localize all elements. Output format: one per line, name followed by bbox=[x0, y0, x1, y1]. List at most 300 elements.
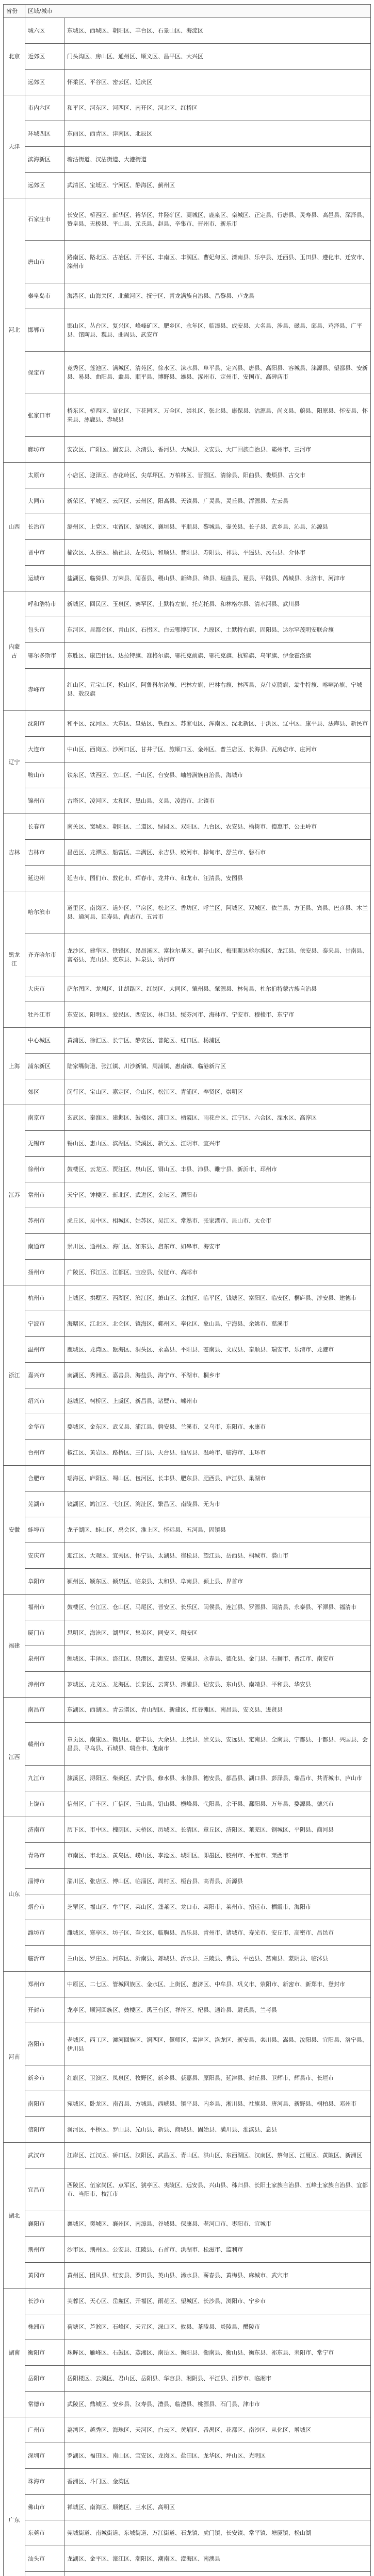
table-row bbox=[4, 711, 371, 737]
city-cell: 青岛市 bbox=[25, 1843, 64, 1869]
city-cell: 南通市 bbox=[25, 1234, 64, 1260]
table-row bbox=[4, 2494, 371, 2520]
district-list-cell: 竞秀区、莲池区、满城区、清苑区、徐水区、涞水县、阜平县、定兴县、唐县、高阳县、容城县、涞源县、望都县、安新县、易县、曲阳县、蠡县、顺平县、博野县、雄县、涿州市、定州市、安国市、高碑店市 bbox=[64, 351, 371, 394]
district-list-cell: 小店区、迎泽区、杏花岭区、尖草坪区、万柏林区、晋源区、清徐县、阳曲县、娄烦县、古交市 bbox=[64, 462, 371, 488]
district-list-cell bbox=[64, 2571, 371, 2576]
table-row bbox=[4, 2546, 371, 2571]
city-cell: 嘉兴市 bbox=[25, 1362, 64, 1388]
city-cell: 金华市 bbox=[25, 1414, 64, 1439]
city-cell: 深圳市 bbox=[25, 2443, 64, 2468]
region-table bbox=[3, 4, 371, 2576]
table-row bbox=[4, 1766, 371, 1791]
table-row bbox=[4, 95, 371, 121]
district-list-cell: 岳阳楼区、云溪区、君山区、岳阳县、华容县、湘阴县、平江县、汨罗市、临湘市 bbox=[64, 2365, 371, 2391]
table-row bbox=[4, 1997, 371, 2023]
district-list-cell: 海港区、山海关区、北戴河区、抚宁区、青龙满族自治县、昌黎县、卢龙县 bbox=[64, 283, 371, 309]
city-cell: 包头市 bbox=[25, 617, 64, 642]
table-row bbox=[4, 1491, 371, 1517]
city-cell: 襄阳市 bbox=[25, 2211, 64, 2236]
district-list-cell: 西陵区、伍家岗区、点军区、猇亭区、夷陵区、远安县、兴山县、秭归县、长阳土家族自治县、五峰土家族自治县、宜都市、当阳市、枝江市 bbox=[64, 2168, 371, 2211]
district-list-cell: 塘沽街道、汉沽街道、大港街道 bbox=[64, 146, 371, 172]
district-list-cell: 萨尔图区、龙凤区、让胡路区、红岗区、大同区、肇州县、肇源县、林甸县、杜尔伯特蒙古族自治县 bbox=[64, 976, 371, 1002]
table-row bbox=[4, 1868, 371, 1894]
city-cell: 赣州市 bbox=[25, 1723, 64, 1766]
city-cell: 齐齐哈尔市 bbox=[25, 934, 64, 976]
city-cell: 开封市 bbox=[25, 1997, 64, 2023]
city-cell: 九江市 bbox=[25, 1766, 64, 1791]
city-cell: 临沂市 bbox=[25, 1945, 64, 1971]
city-cell: 晋中市 bbox=[25, 539, 64, 565]
table-row bbox=[4, 1234, 371, 1260]
district-list-cell: 黄浦区、徐汇区、长宁区、静安区、普陀区、虹口区、杨浦区 bbox=[64, 1028, 371, 1054]
district-list-cell: 龙湖区、金平区、濠江区、潮阳区、潮南区、澄海区、南澳县 bbox=[64, 2546, 371, 2571]
province-cell: 山西 bbox=[4, 462, 25, 591]
table-row bbox=[4, 591, 371, 617]
city-cell: 牡丹江市 bbox=[25, 1002, 64, 1028]
district-list-cell: 龙亭区、顺河回族区、鼓楼区、禹王台区、祥符区、杞县、通许县、尉氏县、兰考县 bbox=[64, 1997, 371, 2023]
district-list-cell: 盐湖区、临猗县、万荣县、闻喜县、稷山县、新绛县、绛县、垣曲县、夏县、平陆县、芮城县、永济市、河津市 bbox=[64, 565, 371, 591]
district-list-cell: 昌邑区、龙潭区、船营区、丰满区、永吉县、蛟河市、桦甸市、舒兰市、磐石市 bbox=[64, 840, 371, 866]
table-row bbox=[4, 2314, 371, 2340]
district-list-cell: 新荣区、平城区、云冈区、云州区、阳高县、天镇县、广灵县、灵丘县、浑源县、左云县 bbox=[64, 488, 371, 514]
district-list-cell: 禅城区、南海区、顺德区、三水区、高明区 bbox=[64, 2494, 371, 2520]
city-cell: 佛山市 bbox=[25, 2494, 64, 2520]
city-cell: 鄂尔多斯市 bbox=[25, 642, 64, 668]
city-cell: 浦东新区 bbox=[25, 1054, 64, 1079]
table-row bbox=[4, 2571, 371, 2576]
district-list-cell: 颍州区、颍东区、颍泉区、临泉县、太和县、阜南县、颍上县、界首市 bbox=[64, 1568, 371, 1594]
table-row bbox=[4, 1594, 371, 1620]
district-list-cell: 安次区、广阳区、固安县、永清县、香河县、大城县、文安县、大厂回族自治县、霸州市、三河市 bbox=[64, 436, 371, 462]
district-list-cell: 怀柔区、平谷区、密云区、延庆区 bbox=[64, 69, 371, 95]
table-row bbox=[4, 2065, 371, 2091]
city-cell: 武汉市 bbox=[25, 2143, 64, 2168]
table-row bbox=[4, 1817, 371, 1843]
city-cell: 吉林市 bbox=[25, 840, 64, 866]
table-row bbox=[4, 2168, 371, 2211]
table-row bbox=[4, 1336, 371, 1362]
city-cell: 珠海市 bbox=[25, 2468, 64, 2494]
district-list-cell: 东胜区、康巴什区、达拉特旗、准格尔旗、鄂托克前旗、鄂托克旗、杭锦旗、乌审旗、伊金霍洛旗 bbox=[64, 642, 371, 668]
table-row bbox=[4, 351, 371, 394]
province-cell: 吉林 bbox=[4, 814, 25, 891]
district-list-cell: 鼓楼区、云龙区、贾汪区、泉山区、铜山区、丰县、沛县、睢宁县、新沂市、邳州市 bbox=[64, 1157, 371, 1182]
district-list-cell: 信州区、广丰区、广信区、玉山县、铅山县、横峰县、弋阳县、余干县、鄱阳县、万年县、婺源县、德兴市 bbox=[64, 1791, 371, 1817]
city-cell: 锦州市 bbox=[25, 788, 64, 814]
city-cell: 汕头市 bbox=[25, 2546, 64, 2571]
district-list-cell: 榆次区、太谷区、榆社县、左权县、和顺县、昔阳县、寿阳县、祁县、平遥县、灵石县、介休市 bbox=[64, 539, 371, 565]
table-row bbox=[4, 2236, 371, 2262]
city-cell: 唐山市 bbox=[25, 241, 64, 283]
table-row bbox=[4, 565, 371, 591]
table-row bbox=[4, 514, 371, 539]
city-cell: 环城四区 bbox=[25, 121, 64, 146]
province-cell: 福建 bbox=[4, 1594, 25, 1697]
table-row bbox=[4, 1362, 371, 1388]
table-row bbox=[4, 43, 371, 69]
district-list-cell: 越城区、柯桥区、上虞区、新昌县、诸暨市、嵊州市 bbox=[64, 1388, 371, 1414]
table-row bbox=[4, 1945, 371, 1971]
district-list-cell: 东安区、阳明区、爱民区、西安区、林口县、绥芬河市、海林市、宁安市、穆棱市、东宁市 bbox=[64, 1002, 371, 1028]
table-row bbox=[4, 2468, 371, 2494]
district-list-cell: 桥东区、桥西区、宣化区、下花园区、万全区、崇礼区、张北县、康保县、沽源县、尚义县、蔚县、阳原县、怀安县、怀来县、涿鹿县、赤城县 bbox=[64, 394, 371, 437]
province-cell: 黑龙江 bbox=[4, 891, 25, 1028]
district-list-cell: 和平区、河东区、河西区、南开区、河北区、红桥区 bbox=[64, 95, 371, 121]
province-cell: 天津 bbox=[4, 95, 25, 198]
table-row bbox=[4, 2262, 371, 2288]
city-cell: 廊坊市 bbox=[25, 436, 64, 462]
city-cell: 近郊区 bbox=[25, 43, 64, 69]
table-row bbox=[4, 2211, 371, 2236]
district-list-cell: 黄州区、团风县、红安县、罗田县、英山县、浠水县、蕲春县、黄梅县、麻城市、武穴市 bbox=[64, 2262, 371, 2288]
province-cell: 河南 bbox=[4, 1971, 25, 2142]
district-list-cell: 宛城区、卧龙区、南召县、方城县、西峡县、镇平县、内乡县、淅川县、社旗县、唐河县、新野县、桐柏县、邓州市 bbox=[64, 2091, 371, 2117]
table-row bbox=[4, 737, 371, 762]
district-list-cell: 红旗区、卫滨区、凤泉区、牧野区、新乡县、获嘉县、原阳县、延津县、封丘县、卫辉市、辉县市、长垣市 bbox=[64, 2065, 371, 2091]
table-row bbox=[4, 1260, 371, 1285]
province-cell: 江西 bbox=[4, 1697, 25, 1817]
city-cell: 潍坊市 bbox=[25, 1920, 64, 1945]
city-cell: 漳州市 bbox=[25, 1671, 64, 1697]
district-list-cell: 莞城街道、南城街道、东城街道、万江街道、石龙镇、虎门镇、长安镇、常平镇、塘厦镇、松山湖 bbox=[64, 2520, 371, 2546]
city-cell: 岳阳市 bbox=[25, 2365, 64, 2391]
city-cell: 扬州市 bbox=[25, 1260, 64, 1285]
table-row bbox=[4, 436, 371, 462]
district-list-cell: 龙沙区、建华区、铁锋区、昂昂溪区、富拉尔基区、碾子山区、梅里斯达斡尔族区、龙江县、依安县、泰来县、甘南县、富裕县、克山县、克东县、拜泉县、讷河市 bbox=[64, 934, 371, 976]
table-row bbox=[4, 1028, 371, 1054]
district-list-cell: 潞州区、上党区、屯留区、潞城区、襄垣县、平顺县、黎城县、壶关县、长子县、武乡县、沁县、沁源县 bbox=[64, 514, 371, 539]
city-cell bbox=[25, 2571, 64, 2576]
city-cell: 淄博市 bbox=[25, 1868, 64, 1894]
table-row bbox=[4, 2443, 371, 2468]
city-cell: 蚌埠市 bbox=[25, 1517, 64, 1543]
city-cell: 沈阳市 bbox=[25, 711, 64, 737]
table-row bbox=[4, 241, 371, 283]
table-row bbox=[4, 1285, 371, 1311]
district-list-cell: 中山区、西岗区、沙河口区、甘井子区、旅顺口区、金州区、普兰店区、长海县、瓦房店市、庄河市 bbox=[64, 737, 371, 762]
city-cell: 延边州 bbox=[25, 866, 64, 891]
province-cell: 上海 bbox=[4, 1028, 25, 1105]
city-cell: 合肥市 bbox=[25, 1465, 64, 1491]
table-row bbox=[4, 2520, 371, 2546]
district-list-cell: 东河区、昆都仑区、青山区、石拐区、白云鄂博矿区、九原区、土默特右旗、固阳县、达尔罕茂明安联合旗 bbox=[64, 617, 371, 642]
city-cell: 宜昌市 bbox=[25, 2168, 64, 2211]
city-cell: 呼和浩特市 bbox=[25, 591, 64, 617]
district-list-cell: 罗湖区、福田区、南山区、宝安区、龙岗区、盐田区、龙华区、坪山区、光明区 bbox=[64, 2443, 371, 2468]
district-list-cell: 浉河区、平桥区、罗山县、光山县、新县、商城县、固始县、潢川县、淮滨县、息县 bbox=[64, 2117, 371, 2143]
city-cell: 黄冈市 bbox=[25, 2262, 64, 2288]
table-row bbox=[4, 788, 371, 814]
table-row bbox=[4, 1079, 371, 1105]
table-row bbox=[4, 394, 371, 437]
city-cell: 安庆市 bbox=[25, 1543, 64, 1568]
province-cell: 山东 bbox=[4, 1817, 25, 1972]
table-row bbox=[4, 642, 371, 668]
table-row bbox=[4, 2365, 371, 2391]
table-row bbox=[4, 1671, 371, 1697]
district-list-cell: 延吉市、图们市、敦化市、珲春市、龙井市、和龙市、汪清县、安图县 bbox=[64, 866, 371, 891]
table-row bbox=[4, 69, 371, 95]
table-row bbox=[4, 2143, 371, 2168]
district-list-cell: 玄武区、秦淮区、建邺区、鼓楼区、浦口区、栖霞区、雨花台区、江宁区、六合区、溧水区、高淳区 bbox=[64, 1105, 371, 1131]
city-cell: 阜阳市 bbox=[25, 1568, 64, 1594]
district-list-cell: 陆家嘴街道、张江镇、川沙新镇、周浦镇、惠南镇、临港新片区 bbox=[64, 1054, 371, 1079]
district-list-cell: 瑶海区、庐阳区、蜀山区、包河区、长丰县、肥东县、肥西县、庐江县、巢湖市 bbox=[64, 1465, 371, 1491]
table-header-row bbox=[4, 5, 371, 18]
city-cell: 张家口市 bbox=[25, 394, 64, 437]
table-row bbox=[4, 1131, 371, 1157]
district-list-cell: 历下区、市中区、槐荫区、天桥区、历城区、长清区、章丘区、济阳区、莱芜区、钢城区、平阴县、商河县 bbox=[64, 1817, 371, 1843]
district-list-cell: 濂溪区、浔阳区、柴桑区、武宁县、修水县、永修县、德安县、都昌县、湖口县、彭泽县、瑞昌市、共青城市、庐山市 bbox=[64, 1766, 371, 1791]
district-list-cell: 中原区、二七区、管城回族区、金水区、上街区、惠济区、中牟县、巩义市、荥阳市、新密市、新郑市、登封市 bbox=[64, 1971, 371, 1997]
table-row bbox=[4, 934, 371, 976]
table-row bbox=[4, 2391, 371, 2417]
city-cell: 徐州市 bbox=[25, 1157, 64, 1182]
city-cell: 哈尔滨市 bbox=[25, 891, 64, 934]
city-cell: 南昌市 bbox=[25, 1697, 64, 1723]
city-cell: 太原市 bbox=[25, 462, 64, 488]
table-row bbox=[4, 539, 371, 565]
city-cell: 衡阳市 bbox=[25, 2340, 64, 2365]
table-row bbox=[4, 668, 371, 711]
table-row bbox=[4, 172, 371, 198]
district-list-cell: 红山区、元宝山区、松山区、阿鲁科尔沁旗、巴林左旗、巴林右旗、林西县、克什克腾旗、翁牛特旗、喀喇沁旗、宁城县、敖汉旗 bbox=[64, 668, 371, 711]
district-list-cell: 思明区、海沧区、湖里区、集美区、同安区、翔安区 bbox=[64, 1620, 371, 1646]
city-cell: 石家庄市 bbox=[25, 198, 64, 241]
city-cell: 鞍山市 bbox=[25, 762, 64, 788]
city-cell: 滨海新区 bbox=[25, 146, 64, 172]
district-list-cell: 芗城区、龙文区、龙海区、长泰区、云霄县、漳浦县、诏安县、东山县、南靖县、平和县、华安县 bbox=[64, 1671, 371, 1697]
district-list-cell: 江岸区、江汉区、硚口区、汉阳区、武昌区、青山区、洪山区、东西湖区、汉南区、蔡甸区、江夏区、黄陂区、新洲区 bbox=[64, 2143, 371, 2168]
city-cell: 大同市 bbox=[25, 488, 64, 514]
table-row bbox=[4, 1646, 371, 1671]
province-cell: 湖北 bbox=[4, 2143, 25, 2289]
table-row bbox=[4, 2340, 371, 2365]
province-cell: 湖南 bbox=[4, 2288, 25, 2417]
table-row bbox=[4, 1843, 371, 1869]
province-cell: 北京 bbox=[4, 18, 25, 95]
district-list-cell: 路南区、路北区、古冶区、开平区、丰南区、丰润区、曹妃甸区、滦南县、乐亭县、迁西县、玉田县、遵化市、迁安市、滦州市 bbox=[64, 241, 371, 283]
district-list-cell: 铁东区、铁西区、立山区、千山区、台安县、岫岩满族自治县、海城市 bbox=[64, 762, 371, 788]
city-cell: 株洲市 bbox=[25, 2314, 64, 2340]
table-row bbox=[4, 1208, 371, 1234]
province-cell: 浙江 bbox=[4, 1285, 25, 1466]
city-cell: 长春市 bbox=[25, 814, 64, 840]
city-cell: 济南市 bbox=[25, 1817, 64, 1843]
table-body bbox=[4, 18, 371, 2576]
table-row bbox=[4, 2417, 371, 2443]
district-list-cell: 上城区、拱墅区、西湖区、滨江区、萧山区、余杭区、临平区、钱塘区、富阳区、临安区、桐庐县、淳安县、建德市 bbox=[64, 1285, 371, 1311]
district-list-cell: 门头沟区、房山区、通州区、顺义区、昌平区、大兴区 bbox=[64, 43, 371, 69]
district-list-cell: 镜湖区、鸠江区、弋江区、湾沚区、繁昌区、南陵县、无为市 bbox=[64, 1491, 371, 1517]
district-list-cell: 长安区、桥西区、新华区、裕华区、井陉矿区、藁城区、鹿泉区、栾城区、正定县、行唐县、灵寿县、高邑县、深泽县、赞皇县、无极县、平山县、元氏县、赵县、辛集市、晋州市、新乐市 bbox=[64, 198, 371, 241]
table-row bbox=[4, 1182, 371, 1208]
district-list-cell: 婺城区、金东区、武义县、浦江县、磐安县、兰溪市、义乌市、东阳市、永康市 bbox=[64, 1414, 371, 1439]
city-cell: 郑州市 bbox=[25, 1971, 64, 1997]
province-cell: 河北 bbox=[4, 198, 25, 462]
district-list-cell: 闵行区、宝山区、嘉定区、金山区、松江区、青浦区、奉贤区、崇明区 bbox=[64, 1079, 371, 1105]
city-cell: 长治市 bbox=[25, 514, 64, 539]
city-cell: 大连市 bbox=[25, 737, 64, 762]
city-cell: 保定市 bbox=[25, 351, 64, 394]
document-page bbox=[3, 4, 371, 2576]
table-row bbox=[4, 488, 371, 514]
city-cell: 杭州市 bbox=[25, 1285, 64, 1311]
district-list-cell: 锡山区、惠山区、滨湖区、梁溪区、新吴区、江阴市、宜兴市 bbox=[64, 1131, 371, 1157]
district-list-cell: 东湖区、西湖区、青云谱区、青山湖区、新建区、红谷滩区、南昌县、安义县、进贤县 bbox=[64, 1697, 371, 1723]
table-row bbox=[4, 1971, 371, 1997]
city-cell: 洛阳市 bbox=[25, 2023, 64, 2065]
table-row bbox=[4, 1465, 371, 1491]
district-list-cell: 芝罘区、福山区、牟平区、莱山区、蓬莱区、龙口市、莱阳市、莱州市、招远市、栖霞市、海阳市 bbox=[64, 1894, 371, 1920]
city-cell: 常德市 bbox=[25, 2391, 64, 2417]
district-list-cell: 潍城区、寒亭区、坊子区、奎文区、临朐县、昌乐县、青州市、诸城市、寿光市、安丘市、高密市、昌邑市 bbox=[64, 1920, 371, 1945]
table-row bbox=[4, 1414, 371, 1439]
district-list-cell: 武清区、宝坻区、宁河区、静海区、蓟州区 bbox=[64, 172, 371, 198]
table-row bbox=[4, 1311, 371, 1336]
table-row bbox=[4, 617, 371, 642]
city-cell: 上饶市 bbox=[25, 1791, 64, 1817]
table-row bbox=[4, 309, 371, 352]
district-list-cell: 虎丘区、吴中区、相城区、姑苏区、吴江区、常熟市、张家港市、昆山市、太仓市 bbox=[64, 1208, 371, 1234]
table-row bbox=[4, 976, 371, 1002]
district-list-cell: 鲤城区、丰泽区、洛江区、泉港区、惠安县、安溪县、永春县、德化县、金门县、石狮市、晋江市、南安市 bbox=[64, 1646, 371, 1671]
city-cell: 远郊区 bbox=[25, 69, 64, 95]
city-cell: 福州市 bbox=[25, 1594, 64, 1620]
city-cell: 大庆市 bbox=[25, 976, 64, 1002]
district-list-cell: 广陵区、邗江区、江都区、宝应县、仪征市、高邮市 bbox=[64, 1260, 371, 1285]
table-row bbox=[4, 866, 371, 891]
district-list-cell: 海曙区、江北区、北仑区、镇海区、鄞州区、奉化区、象山县、宁海县、余姚市、慈溪市 bbox=[64, 1311, 371, 1336]
table-row bbox=[4, 2023, 371, 2065]
city-cell: 新乡市 bbox=[25, 2065, 64, 2091]
table-row bbox=[4, 283, 371, 309]
header-area: 区域/城市 bbox=[25, 5, 371, 18]
table-row bbox=[4, 1723, 371, 1766]
province-cell: 广东 bbox=[4, 2417, 25, 2576]
district-list-cell: 天宁区、钟楼区、新北区、武进区、金坛区、溧阳市 bbox=[64, 1182, 371, 1208]
table-row bbox=[4, 1517, 371, 1543]
city-cell: 远郊区 bbox=[25, 172, 64, 198]
table-row bbox=[4, 762, 371, 788]
city-cell: 长沙市 bbox=[25, 2288, 64, 2314]
city-cell: 厦门市 bbox=[25, 1620, 64, 1646]
city-cell: 绍兴市 bbox=[25, 1388, 64, 1414]
table-row bbox=[4, 1002, 371, 1028]
table-row bbox=[4, 198, 371, 241]
table-row bbox=[4, 1105, 371, 1131]
table-row bbox=[4, 1568, 371, 1594]
district-list-cell: 崇川区、通州区、海门区、如东县、启东市、如皋市、海安市 bbox=[64, 1234, 371, 1260]
province-cell: 辽宁 bbox=[4, 711, 25, 814]
header-province: 省份 bbox=[4, 5, 25, 18]
city-cell: 赤峰市 bbox=[25, 668, 64, 711]
province-cell: 安徽 bbox=[4, 1465, 25, 1594]
city-cell: 邯郸市 bbox=[25, 309, 64, 352]
city-cell: 宁波市 bbox=[25, 1311, 64, 1336]
district-list-cell: 武陵区、鼎城区、安乡县、汉寿县、澧县、临澧县、桃源县、石门县、津市市 bbox=[64, 2391, 371, 2417]
table-row bbox=[4, 1920, 371, 1945]
city-cell: 中心城区 bbox=[25, 1028, 64, 1054]
table-row bbox=[4, 1697, 371, 1723]
city-cell: 广州市 bbox=[25, 2417, 64, 2443]
table-row bbox=[4, 2288, 371, 2314]
table-row bbox=[4, 1439, 371, 1465]
table-row bbox=[4, 840, 371, 866]
table-row bbox=[4, 462, 371, 488]
city-cell: 常州市 bbox=[25, 1182, 64, 1208]
table-row bbox=[4, 1388, 371, 1414]
table-row bbox=[4, 2117, 371, 2143]
table-row bbox=[4, 1157, 371, 1182]
city-cell: 南阳市 bbox=[25, 2091, 64, 2117]
province-cell: 内蒙古 bbox=[4, 591, 25, 711]
district-list-cell: 香洲区、斗门区、金湾区 bbox=[64, 2468, 371, 2494]
district-list-cell: 襄城区、樊城区、襄州区、南漳县、谷城县、保康县、老河口市、枣阳市、宜城市 bbox=[64, 2211, 371, 2236]
city-cell: 泉州市 bbox=[25, 1646, 64, 1671]
city-cell: 南京市 bbox=[25, 1105, 64, 1131]
table-row bbox=[4, 891, 371, 934]
city-cell: 台州市 bbox=[25, 1439, 64, 1465]
district-list-cell: 荔湾区、越秀区、海珠区、天河区、白云区、黄埔区、番禺区、花都区、南沙区、从化区、增城区 bbox=[64, 2417, 371, 2443]
district-list-cell: 沙市区、荆州区、公安县、江陵县、石首市、洪湖市、松滋市、监利市 bbox=[64, 2236, 371, 2262]
city-cell: 荆州市 bbox=[25, 2236, 64, 2262]
district-list-cell: 老城区、西工区、瀍河回族区、涧西区、偃师区、孟津区、洛龙区、新安县、栾川县、嵩县、汝阳县、宜阳县、洛宁县、伊川县 bbox=[64, 2023, 371, 2065]
district-list-cell: 市南区、市北区、黄岛区、崂山区、李沧区、城阳区、即墨区、胶州市、平度市、莱西市 bbox=[64, 1843, 371, 1869]
city-cell: 秦皇岛市 bbox=[25, 283, 64, 309]
district-list-cell: 道里区、南岗区、道外区、平房区、松北区、香坊区、呼兰区、阿城区、双城区、依兰县、方正县、宾县、巴彦县、木兰县、通河县、延寿县、尚志市、五常市 bbox=[64, 891, 371, 934]
district-list-cell: 古塔区、凌河区、太和区、黑山县、义县、凌海市、北镇市 bbox=[64, 788, 371, 814]
district-list-cell: 椒江区、黄岩区、路桥区、三门县、天台县、仙居县、温岭市、临海市、玉环市 bbox=[64, 1439, 371, 1465]
table-row bbox=[4, 1543, 371, 1568]
city-cell: 芜湖市 bbox=[25, 1491, 64, 1517]
district-list-cell: 淄川区、张店区、博山区、临淄区、周村区、桓台县、高青县、沂源县 bbox=[64, 1868, 371, 1894]
district-list-cell: 和平区、沈河区、大东区、皇姑区、铁西区、苏家屯区、浑南区、沈北新区、于洪区、辽中区、康平县、法库县、新民市 bbox=[64, 711, 371, 737]
city-cell: 烟台市 bbox=[25, 1894, 64, 1920]
city-cell: 郊区 bbox=[25, 1079, 64, 1105]
district-list-cell: 迎江区、大观区、宜秀区、怀宁县、太湖县、宿松县、望江县、岳西县、桐城市、潜山市 bbox=[64, 1543, 371, 1568]
table-row bbox=[4, 18, 371, 44]
city-cell: 市内六区 bbox=[25, 95, 64, 121]
district-list-cell: 南关区、宽城区、朝阳区、二道区、绿园区、双阳区、九台区、农安县、榆树市、德惠市、公主岭市 bbox=[64, 814, 371, 840]
district-list-cell: 章贡区、南康区、赣县区、信丰县、大余县、上犹县、崇义县、安远县、定南县、全南县、宁都县、于都县、兴国县、会昌县、寻乌县、石城县、瑞金市、龙南市 bbox=[64, 1723, 371, 1766]
city-cell: 无锡市 bbox=[25, 1131, 64, 1157]
city-cell: 温州市 bbox=[25, 1336, 64, 1362]
table-row bbox=[4, 2091, 371, 2117]
table-row bbox=[4, 121, 371, 146]
district-list-cell: 兰山区、罗庄区、河东区、沂南县、郯城县、沂水县、兰陵县、费县、平邑县、莒南县、蒙阴县、临沭县 bbox=[64, 1945, 371, 1971]
table-row bbox=[4, 1894, 371, 1920]
district-list-cell: 鼓楼区、台江区、仓山区、马尾区、晋安区、长乐区、闽侯县、连江县、罗源县、闽清县、永泰县、平潭县、福清市 bbox=[64, 1594, 371, 1620]
table-row bbox=[4, 1791, 371, 1817]
district-list-cell: 珠晖区、雁峰区、石鼓区、蒸湘区、南岳区、衡阳县、衡南县、衡山县、衡东县、祁东县、耒阳市、常宁市 bbox=[64, 2340, 371, 2365]
city-cell: 苏州市 bbox=[25, 1208, 64, 1234]
district-list-cell: 鹿城区、龙湾区、瓯海区、洞头区、永嘉县、平阳县、苍南县、文成县、泰顺县、瑞安市、乐清市、龙港市 bbox=[64, 1336, 371, 1362]
district-list-cell: 荷塘区、芦淞区、石峰区、天元区、渌口区、攸县、茶陵县、炎陵县、醴陵市 bbox=[64, 2314, 371, 2340]
district-list-cell: 芙蓉区、天心区、岳麓区、开福区、雨花区、望城区、长沙县、浏阳市、宁乡市 bbox=[64, 2288, 371, 2314]
district-list-cell: 新城区、回民区、玉泉区、赛罕区、土默特左旗、托克托县、和林格尔县、清水河县、武川县 bbox=[64, 591, 371, 617]
district-list-cell: 东城区、西城区、朝阳区、丰台区、石景山区、海淀区 bbox=[64, 18, 371, 44]
table-row bbox=[4, 814, 371, 840]
table-row bbox=[4, 1620, 371, 1646]
city-cell: 信阳市 bbox=[25, 2117, 64, 2143]
table-row bbox=[4, 1054, 371, 1079]
district-list-cell: 邯山区、丛台区、复兴区、峰峰矿区、肥乡区、永年区、临漳县、成安县、大名县、涉县、磁县、邱县、鸡泽县、广平县、馆陶县、魏县、曲周县、武安市 bbox=[64, 309, 371, 352]
city-cell: 东莞市 bbox=[25, 2520, 64, 2546]
province-cell: 江苏 bbox=[4, 1105, 25, 1285]
district-list-cell: 南湖区、秀洲区、嘉善县、海盐县、海宁市、平湖市、桐乡市 bbox=[64, 1362, 371, 1388]
district-list-cell: 东丽区、西青区、津南区、北辰区 bbox=[64, 121, 371, 146]
